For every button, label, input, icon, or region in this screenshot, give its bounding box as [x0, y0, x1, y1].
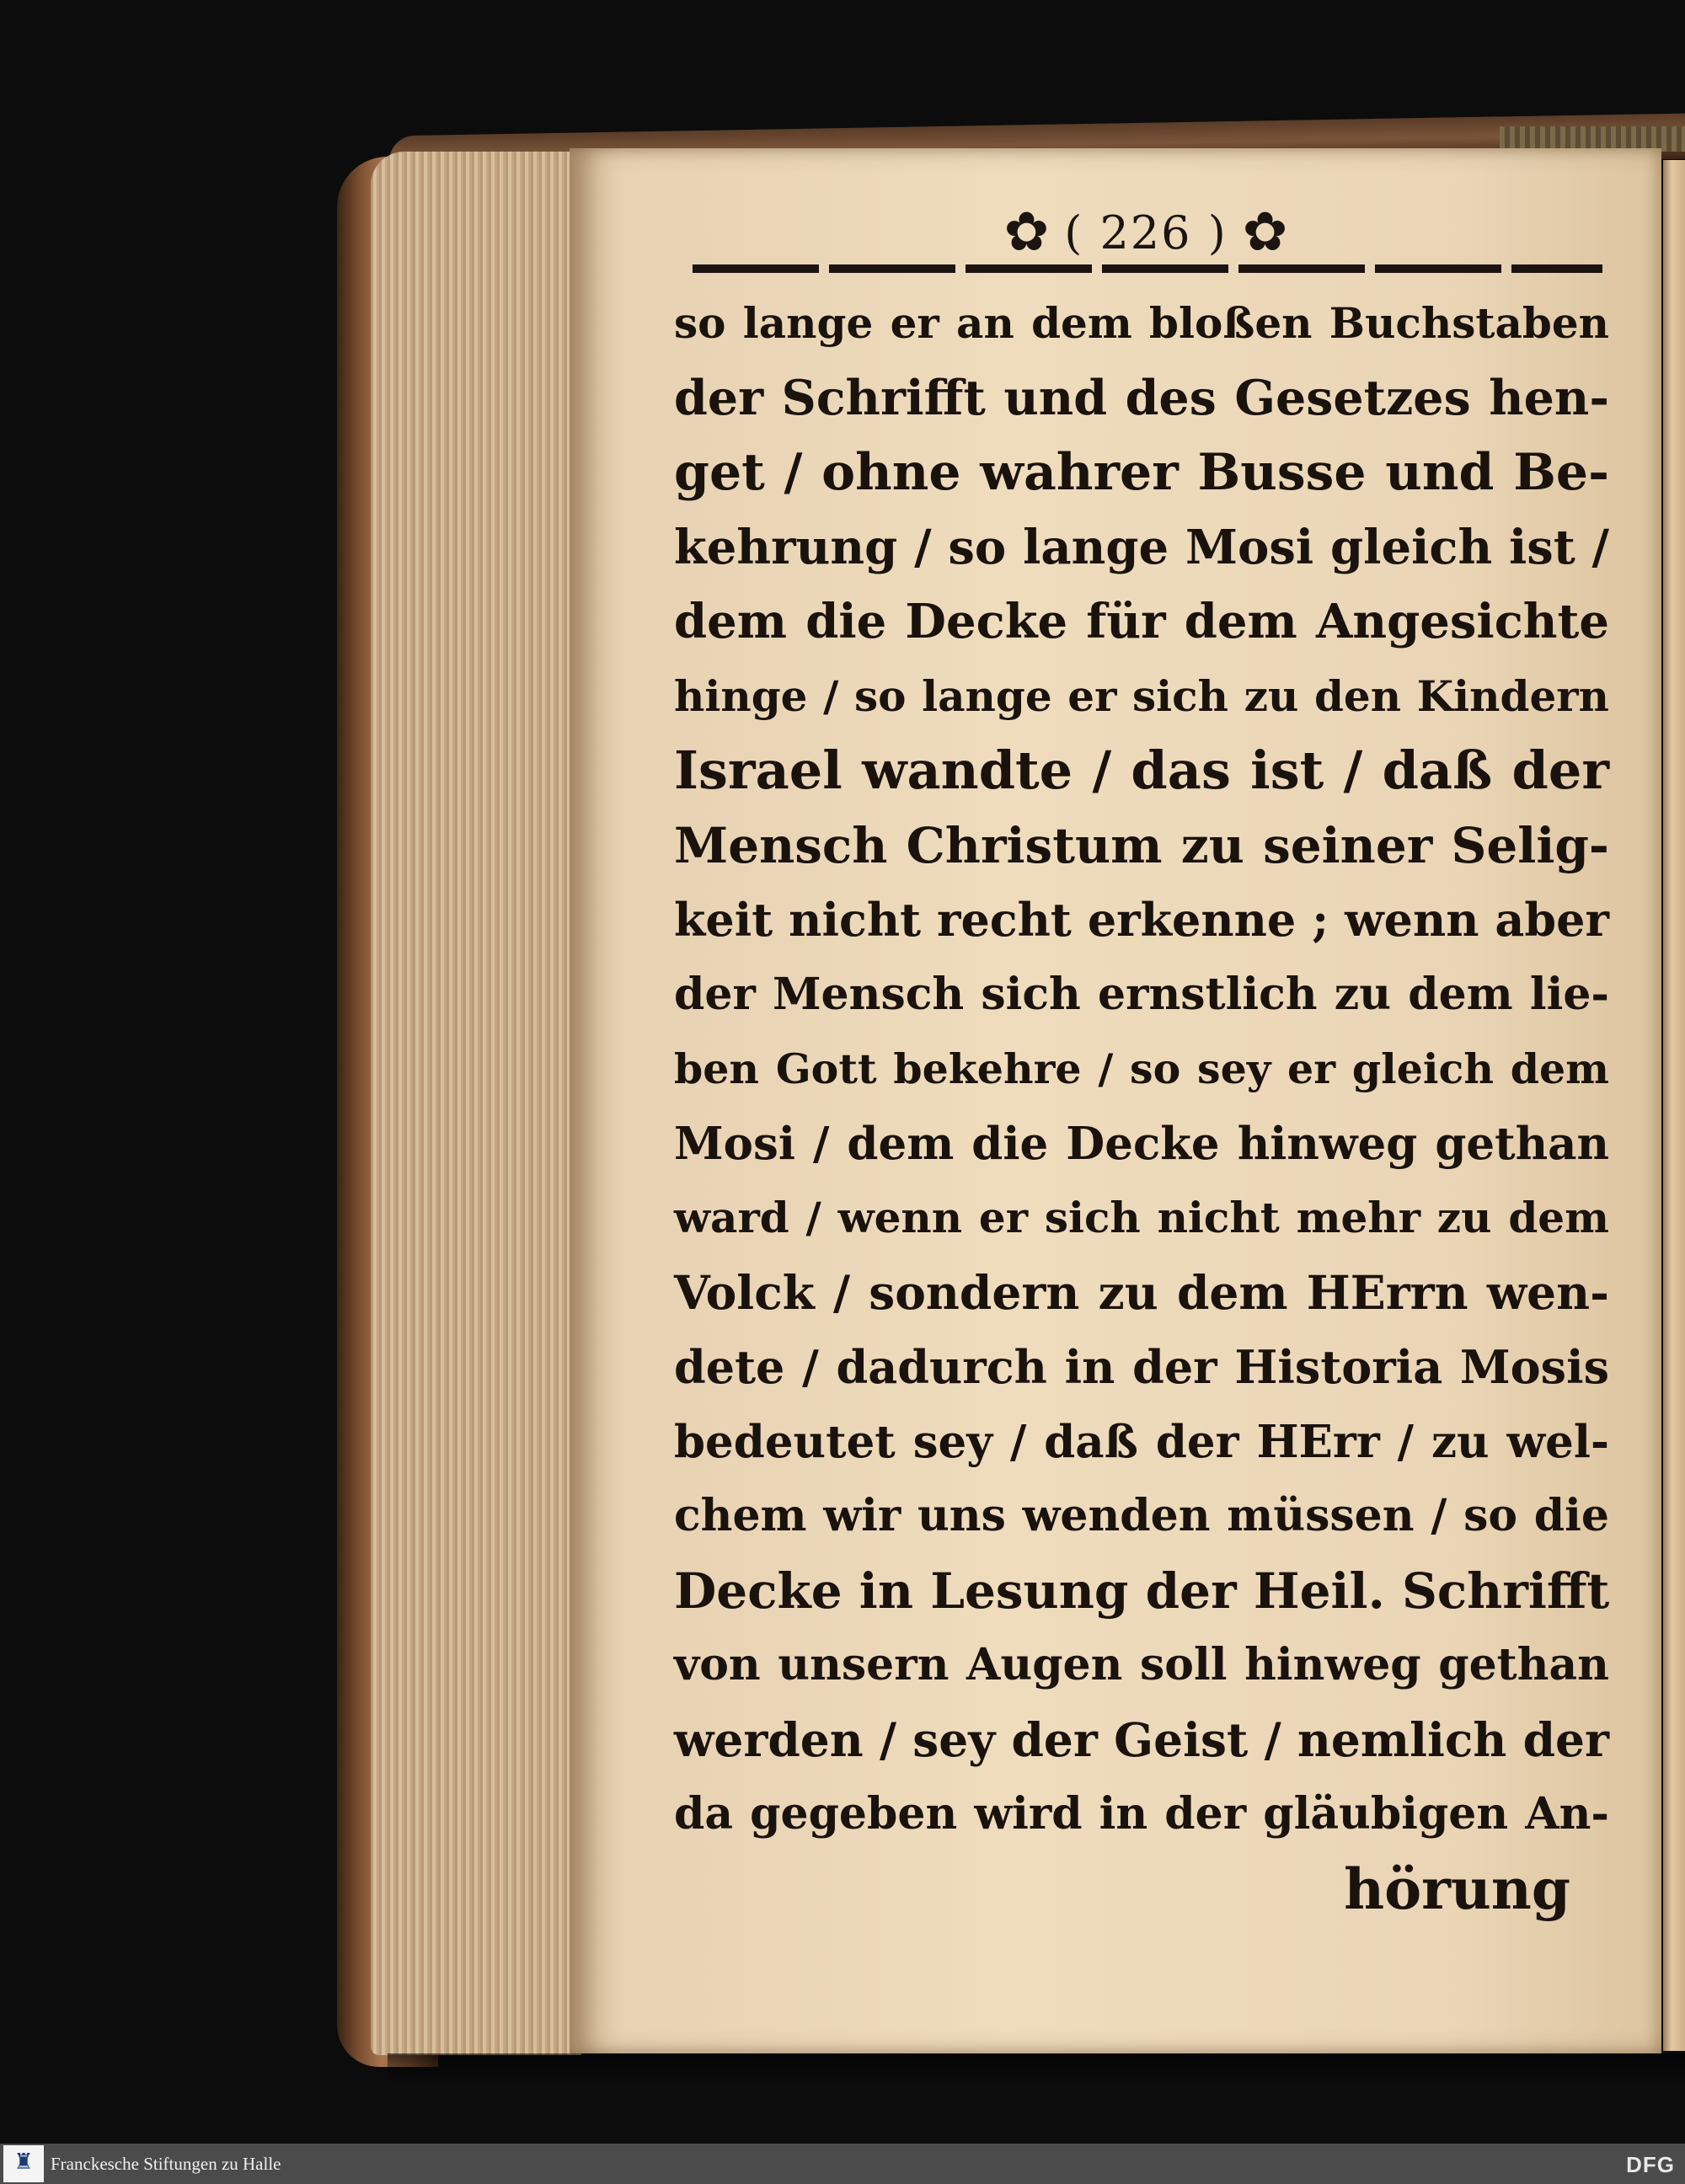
flower-ornament-icon: ✿ [1003, 201, 1050, 264]
text-line: bedeutet sey / daß der HErr / zu wel- [674, 1415, 1609, 1468]
institution-name[interactable]: Franckesche Stiftungen zu Halle [51, 2154, 281, 2174]
text-line: kehrung / so lange Mosi gleich ist / [674, 519, 1609, 575]
text-line: der Mensch sich ernstlich zu dem lie- [674, 968, 1609, 1020]
page-header [691, 199, 1601, 266]
viewer-footer [0, 2144, 1685, 2184]
flower-ornament-icon: ✿ [1242, 201, 1288, 264]
facing-page-edge [1663, 160, 1685, 2051]
text-line: ward / wenn er sich nicht mehr zu dem [674, 1193, 1609, 1242]
text-line: von unsern Augen soll hinweg gethan [674, 1639, 1609, 1690]
text-line: get / ohne wahrer Busse und Be- [674, 443, 1609, 502]
text-line: Mensch Christum zu seiner Selig- [674, 816, 1609, 874]
page-shadow [388, 2053, 1685, 2087]
text-line: dete / dadurch in der Historia Mosis [674, 1340, 1609, 1394]
text-line: da gegeben wird in der gläubigen An- [674, 1788, 1609, 1840]
text-line: Mosi / dem die Decke hinweg gethan [674, 1117, 1609, 1170]
text-line: Israel wandte / das ist / daß der [674, 740, 1609, 801]
text-line: keit nicht recht erkenne ; wenn aber [674, 893, 1609, 947]
text-line: Volck / sondern zu dem HErrn wen- [674, 1264, 1609, 1320]
text-line: dem die Decke für dem Angesichte [674, 594, 1609, 649]
text-line: Decke in Lesung der Heil. Schrifft [674, 1562, 1610, 1620]
text-line: ben Gott bekehre / so sey er gleich dem [674, 1044, 1609, 1093]
text-line: der Schrifft und des Gesetzes hen- [674, 369, 1609, 426]
header-rule [693, 264, 1602, 273]
page-text [674, 286, 1609, 1926]
text-line: werden / sey der Geist / nemlich der [674, 1711, 1609, 1767]
franckesche-stiftungen-logo-icon[interactable]: ♜ [3, 2145, 44, 2182]
page-edges [371, 152, 581, 2055]
text-line: chem wir uns wenden müssen / so die [674, 1490, 1609, 1541]
dfg-logo[interactable]: DFG [1626, 2152, 1675, 2177]
catchword: hörung [1344, 1856, 1570, 1922]
text-line: so lange er an dem bloßen Buchstaben [674, 298, 1609, 348]
text-line: hinge / so lange er sich zu den Kindern [674, 670, 1609, 721]
page-number: ( 226 ) [1064, 206, 1228, 259]
